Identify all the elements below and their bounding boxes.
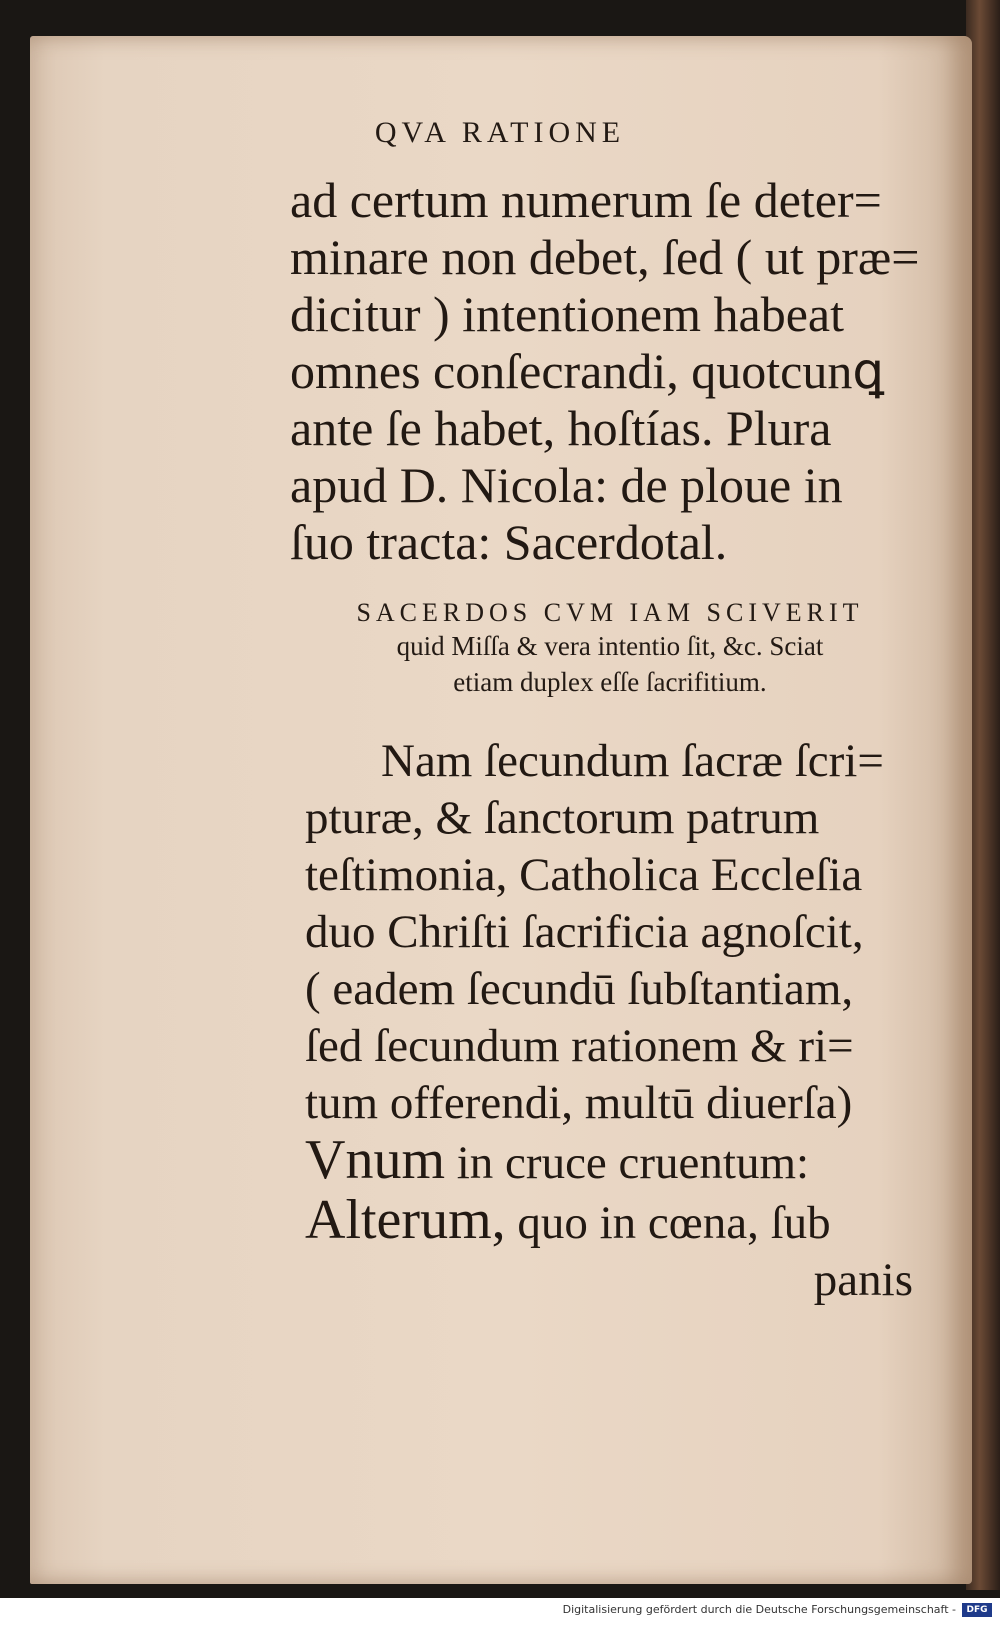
summary-heading: SACERDOS CVM IAM SCIVERIT: [356, 598, 864, 627]
text-line: ante ſe habet, hoſtías. Plura: [290, 400, 832, 456]
catchword: panis: [813, 1254, 913, 1306]
text-span: quo in cœna, ſub: [505, 1197, 831, 1249]
text-line: pturæ, & ſanctorum patrum: [305, 792, 820, 844]
text-line: ſed ſecundum rationem & ri=: [305, 1020, 854, 1072]
text-line: ad certum numerum ſe deter=: [290, 172, 882, 228]
text-line: [305, 1129, 935, 1192]
text-span: in cruce cruentum:: [445, 1137, 810, 1189]
text-line: omnes conſecrandi, quotcunꝗ: [290, 343, 885, 399]
section-summary: [300, 598, 920, 700]
text-line: ſuo tracta: Sacerdotal.: [290, 514, 728, 570]
emphasized-word: Vnum: [305, 1129, 445, 1191]
summary-line: quid Miſſa & vera intentio ſit, &c. Sciat: [396, 631, 824, 661]
emphasized-word: Alterum,: [305, 1189, 506, 1251]
footer-bar: [0, 1598, 1000, 1625]
text-line: minare non debet, ſed ( ut præ=: [290, 229, 920, 285]
dfg-logo: DFG: [962, 1603, 992, 1617]
text-line: ( eadem ſecundū ſubſtantiam,: [305, 963, 854, 1015]
running-title: QVA RATIONE: [374, 116, 626, 149]
text-line: [305, 1189, 935, 1252]
paragraph-2: [305, 733, 935, 1309]
funding-credit: Digitalisierung gefördert durch die Deutsche Forschungsgemeinschaft -: [562, 1603, 956, 1616]
text-line: teſtimonia, Catholica Eccleſia: [305, 849, 863, 901]
summary-line: etiam duplex eſſe ſacrifitium.: [453, 667, 767, 697]
text-line: tum offerendi, multū diuerſa): [305, 1077, 853, 1129]
text-line: dicitur ) intentionem habeat: [290, 286, 844, 342]
paragraph-1: [290, 172, 930, 571]
text-line: Nam ſecundum ſacræ ſcri=: [381, 735, 884, 787]
text-line: duo Chriſti ſacrificia agnoſcit,: [305, 906, 864, 958]
text-line: apud D. Nicola: de ploue in: [290, 457, 843, 513]
